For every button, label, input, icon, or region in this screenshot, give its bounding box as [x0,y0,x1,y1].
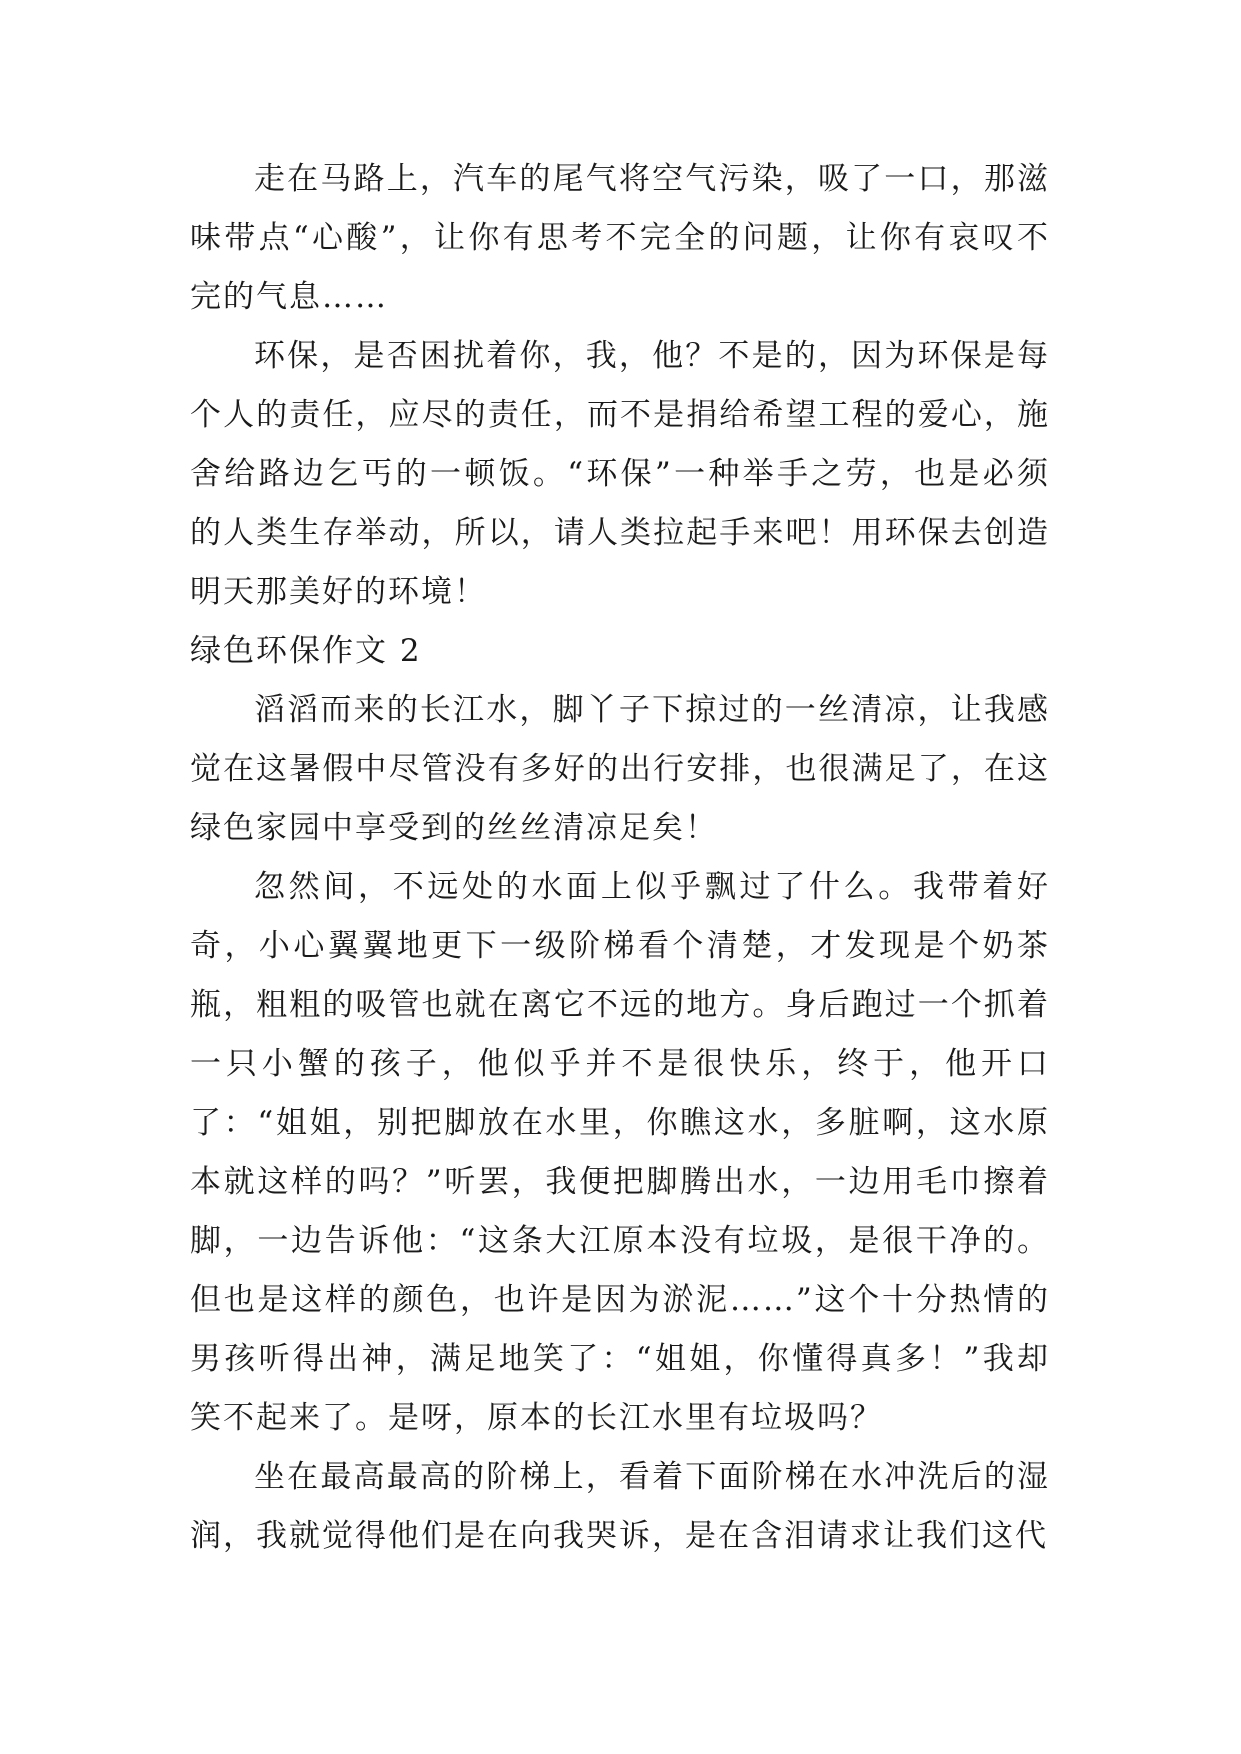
paragraph-environment-responsibility: 环保，是否困扰着你，我，他？不是的，因为环保是每个人的责任，应尽的责任，而不是捐给希望工程的爱心，施舍给路边乞丐的一顿饭。“环保”一种举手之劳，也是必须的人类生存举动，所以，请人类拉起手来吧！用环保去创造明天那美好的环境！ [190,338,1050,610]
paragraph-milk-tea-bottle: 忽然间，不远处的水面上似乎飘过了什么。我带着好奇，小心翼翼地更下一级阶梯看个清楚，才发现是个奶茶瓶，粗粗的吸管也就在离它不远的地方。身后跑过一个抓着一只小蟹的孩子，他似乎并不是很快乐，终于，他开口了：“姐姐，别把脚放在水里，你瞧这水，多脏啊，这水原本就这样的吗？”听罢，我便把脚腾出水，一边用毛巾擦着脚，一边告诉他：“这条大江原本没有垃圾，是很干净的。但也是这样的颜色，也许是因为淤泥……”这个十分热情的男孩听得出神，满足地笑了：“姐姐，你懂得真多！”我却笑不起来了。是呀，原本的长江水里有垃圾吗？ [190,869,1050,1436]
paragraph-exhaust: 走在马路上，汽车的尾气将空气污染，吸了一口，那滋味带点“心酸”，让你有思考不完全的问题，让你有哀叹不完的气息…… [190,161,1050,315]
paragraph-yangtze: 滔滔而来的长江水，脚丫子下掠过的一丝清凉，让我感觉在这暑假中尽管没有多好的出行安排，也很满足了，在这绿色家园中享受到的丝丝清凉足矣！ [190,692,1050,846]
paragraph-stairs: 坐在最高最高的阶梯上，看着下面阶梯在水冲洗后的湿润，我就觉得他们是在向我哭诉，是在含泪请求让我们这代 [190,1459,1050,1554]
section-title: 绿色环保作文 2 [190,633,422,669]
document-page [190,150,1050,1566]
